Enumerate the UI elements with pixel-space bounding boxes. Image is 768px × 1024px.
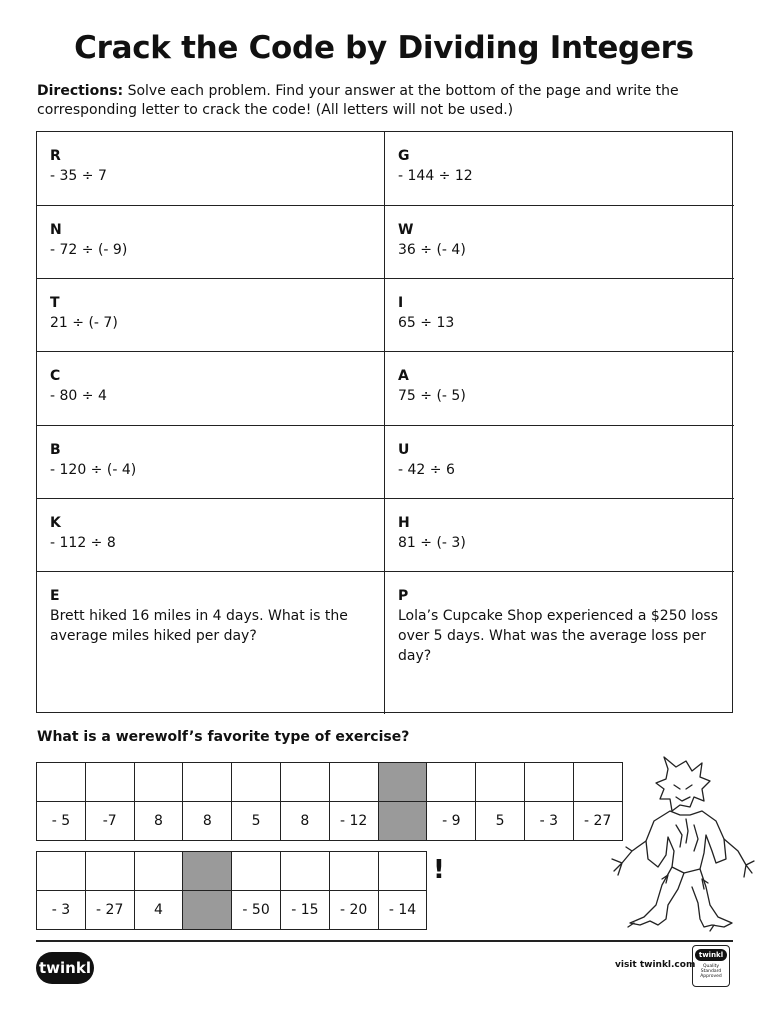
twinkl-logo[interactable]: twinkl — [36, 952, 94, 984]
problem-letter: A — [398, 368, 409, 384]
word-gap-cell — [378, 802, 427, 841]
problem-expression: - 112 ÷ 8 — [50, 535, 116, 551]
problem-letter: W — [398, 222, 414, 238]
directions — [37, 82, 737, 120]
problem-cell-k — [37, 499, 385, 572]
riddle-question: What is a werewolf’s favorite type of exercise? — [37, 729, 410, 745]
problem-letter: G — [398, 148, 410, 164]
answer-number-cell: 4 — [134, 891, 183, 930]
problem-letter: B — [50, 442, 61, 458]
answer-number-cell: 8 — [280, 802, 329, 841]
page-title: Crack the Code by Dividing Integers — [74, 30, 694, 66]
answer-letter-box[interactable] — [280, 852, 329, 891]
answer-letter-box[interactable] — [134, 763, 183, 802]
werewolf-illustration — [606, 755, 756, 935]
badge-text: Quality Standard Approved — [700, 964, 722, 979]
problem-expression: - 80 ÷ 4 — [50, 388, 107, 404]
quality-badge — [692, 945, 730, 987]
problem-expression: - 35 ÷ 7 — [50, 168, 107, 184]
answer-number-cell: 5 — [476, 802, 525, 841]
answer-number-cell: - 3 — [524, 802, 573, 841]
answer-letter-box[interactable] — [378, 852, 427, 891]
answer-number-cell: - 9 — [427, 802, 476, 841]
problem-expression: - 144 ÷ 12 — [398, 168, 473, 184]
answer-letter-box[interactable] — [134, 852, 183, 891]
word-gap-cell — [183, 852, 232, 891]
problem-expression: - 120 ÷ (- 4) — [50, 462, 137, 478]
badge-logo: twinkl — [695, 949, 727, 961]
answer-letter-box[interactable] — [232, 852, 281, 891]
answer-number-cell: - 27 — [85, 891, 134, 930]
footer-divider — [36, 940, 733, 942]
answer-number-cell: - 3 — [37, 891, 86, 930]
visit-link[interactable]: visit twinkl.com — [615, 960, 696, 970]
problem-expression: Brett hiked 16 miles in 4 days. What is the average miles hiked per day? — [50, 608, 348, 644]
problem-cell-w — [385, 206, 734, 279]
directions-label: Directions: — [37, 83, 124, 99]
answer-number-cell: - 12 — [329, 802, 378, 841]
answer-number-cell: - 27 — [573, 802, 622, 841]
problem-letter: C — [50, 368, 61, 384]
word-gap-cell — [183, 891, 232, 930]
problem-cell-i — [385, 279, 734, 352]
answer-letter-box[interactable] — [329, 763, 378, 802]
problem-cell-t — [37, 279, 385, 352]
answer-letter-box[interactable] — [85, 852, 134, 891]
answer-grid-row-1 — [36, 762, 623, 841]
answer-letter-box[interactable] — [524, 763, 573, 802]
answer-letter-box[interactable] — [37, 852, 86, 891]
problem-letter: R — [50, 148, 61, 164]
answer-number-cell: - 5 — [37, 802, 86, 841]
problem-expression: - 72 ÷ (- 9) — [50, 242, 128, 258]
answer-number-cell: - 20 — [329, 891, 378, 930]
problem-cell-u — [385, 426, 734, 499]
problem-cell-e — [37, 572, 385, 714]
problem-expression: 36 ÷ (- 4) — [398, 242, 466, 258]
problem-letter: K — [50, 515, 61, 531]
word-gap-cell — [378, 763, 427, 802]
answer-letter-box[interactable] — [476, 763, 525, 802]
answer-letter-box[interactable] — [85, 763, 134, 802]
problem-letter: T — [50, 295, 60, 311]
problem-letter: E — [50, 588, 60, 604]
problem-letter: U — [398, 442, 410, 458]
answer-number-cell: -7 — [85, 802, 134, 841]
problem-letter: P — [398, 588, 409, 604]
directions-text: Solve each problem. Find your answer at the bottom of the page and write the corresponding letter to crack the code! (All letters will not be used.) — [37, 83, 679, 118]
answer-letter-box[interactable] — [37, 763, 86, 802]
problem-expression: Lola’s Cupcake Shop experienced a $250 loss over 5 days. What was the average loss per day? — [398, 608, 719, 664]
problem-letter: I — [398, 295, 404, 311]
problem-expression: 65 ÷ 13 — [398, 315, 455, 331]
problem-cell-n — [37, 206, 385, 279]
answer-letter-box[interactable] — [183, 763, 232, 802]
answer-number-cell: - 15 — [280, 891, 329, 930]
answer-number-cell: 5 — [232, 802, 281, 841]
problem-expression: - 42 ÷ 6 — [398, 462, 455, 478]
problem-cell-h — [385, 499, 734, 572]
exclamation-mark: ! — [433, 855, 445, 885]
answer-letter-box[interactable] — [280, 763, 329, 802]
problem-letter: H — [398, 515, 410, 531]
problem-cell-c — [37, 352, 385, 426]
answer-number-cell: 8 — [134, 802, 183, 841]
problem-cell-a — [385, 352, 734, 426]
problem-cell-p — [385, 572, 734, 714]
problem-grid — [36, 131, 733, 713]
problem-cell-b — [37, 426, 385, 499]
answer-number-cell: - 50 — [232, 891, 281, 930]
answer-number-cell: 8 — [183, 802, 232, 841]
answer-letter-box[interactable] — [329, 852, 378, 891]
problem-expression: 21 ÷ (- 7) — [50, 315, 118, 331]
problem-cell-g — [385, 132, 734, 206]
answer-letter-box[interactable] — [427, 763, 476, 802]
answer-letter-box[interactable] — [232, 763, 281, 802]
problem-cell-r — [37, 132, 385, 206]
answer-number-cell: - 14 — [378, 891, 427, 930]
problem-expression: 81 ÷ (- 3) — [398, 535, 466, 551]
problem-letter: N — [50, 222, 62, 238]
answer-grid-row-2 — [36, 851, 427, 930]
problem-expression: 75 ÷ (- 5) — [398, 388, 466, 404]
